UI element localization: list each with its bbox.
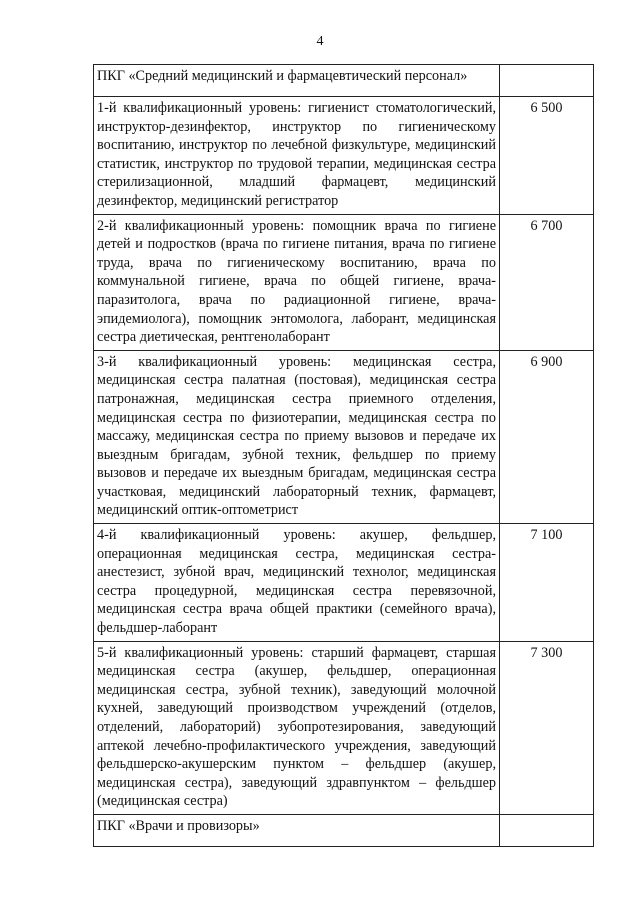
- level-amount: 7 100: [500, 524, 594, 642]
- level-description: 4-й квалификационный уровень: акушер, фельдшер, операционная медицинская сестра, медицинская сестра-анестезист, зубной врач, медицинский технолог, медицинская сестра процедурной, медицинская сестра перевязочной, медицинская сестра врача общей практики (семейного врача), фельдшер-лаборант: [94, 524, 500, 642]
- table-row-group-header: [94, 814, 594, 846]
- level-amount: 6 700: [500, 214, 594, 350]
- level-amount: 7 300: [500, 641, 594, 814]
- table-row-level-2: [94, 214, 594, 350]
- level-description: 5-й квалификационный уровень: старший фармацевт, старшая медицинская сестра (акушер, фельдшер, операционная медицинская сестра, зубной техник), заведующий молочной кухней, заведующий производством учреждений (отделов, отделений, лабораторий) зубопротезирования, заведующий аптекой лечебно-профилактического учреждения, заведующий фельдшерско-акушерским пунктом – фельдшер (акушер, медицинская сестра), заведующий здравпунктом – фельдшер (медицинская сестра): [94, 641, 500, 814]
- page-number: 4: [316, 34, 324, 49]
- group-title: ПКГ «Врачи и провизоры»: [94, 814, 500, 846]
- table-row-level-5: [94, 641, 594, 814]
- level-description: 1-й квалификационный уровень: гигиенист стоматологический, инструктор-дезинфектор, инструктор по гигиеническому воспитанию, инструктор по лечебной физкультуре, медицинский статистик, инструктор по трудовой терапии, медицинская сестра стерилизационной, младший фармацевт, медицинский дезинфектор, медицинский регистратор: [94, 97, 500, 215]
- salary-table: [93, 64, 594, 847]
- level-description: 3-й квалификационный уровень: медицинская сестра, медицинская сестра палатная (постовая), медицинская сестра патронажная, медицинская сестра приемного отделения, медицинская сестра по физиотерапии, медицинская сестра по массажу, медицинская сестра по приему вызовов и передаче их выездным бригадам, зубной техник, фельдшер по приему вызовов и передаче их выездным бригадам, медицинская сестра участковая, медицинский лабораторный техник, фармацевт, медицинский оптик-оптометрист: [94, 350, 500, 523]
- level-description: 2-й квалификационный уровень: помощник врача по гигиене детей и подростков (врача по гигиене питания, врача по гигиене труда, врача по гигиеническому воспитанию, врача по коммунальной гигиене, врача по общей гигиене, врача-паразитолога, врача по радиационной гигиене, врача-эпидемиолога), помощник энтомолога, лаборант, медицинская сестра диетическая, рентгенолаборант: [94, 214, 500, 350]
- group-amount-empty: [500, 814, 594, 846]
- table-row-group-header: [94, 65, 594, 97]
- table-row-level-1: [94, 97, 594, 215]
- table-row-level-3: [94, 350, 594, 523]
- group-title: ПКГ «Средний медицинский и фармацевтический персонал»: [94, 65, 500, 97]
- table-row-level-4: [94, 524, 594, 642]
- group-amount-empty: [500, 65, 594, 97]
- level-amount: 6 500: [500, 97, 594, 215]
- level-amount: 6 900: [500, 350, 594, 523]
